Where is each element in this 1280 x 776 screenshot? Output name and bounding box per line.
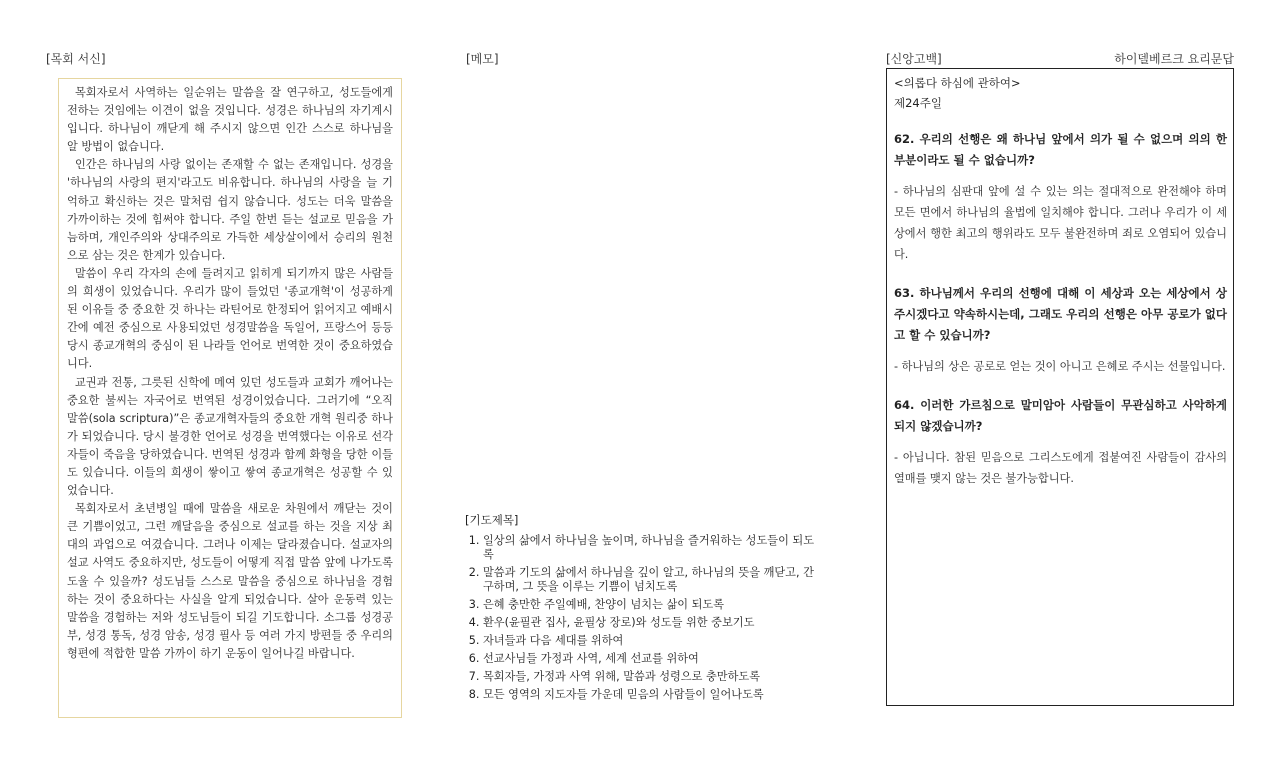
creed-heading: [신앙고백]	[886, 52, 942, 66]
pastor-letter-paragraph: 말씀이 우리 각자의 손에 들려지고 읽히게 되기까지 많은 사람들의 희생이 있었습니다. 우리가 많이 들었던 '종교개혁'이 성공하게 된 이유들 중 중요한 것 하나는 라틴어로 한정되어 읽어지고 예배시간에 예전 중심으로 사용되었던 성경말씀을 독일어, 프랑스어 등등 당시 종교개혁의 중심이 된 나라들 언어로 번역한 것이 중요하였습니다.	[67, 266, 393, 371]
pastor-letter-paragraph: 목회자로서 초년병일 때에 말씀을 새로운 차원에서 깨닫는 것이 큰 기쁨이었고, 그런 깨달음을 중심으로 설교를 하는 것을 지상 최대의 과업으로 여겼습니다. 그러나 이제는 달라졌습니다. 설교자의 설교 사역도 중요하지만, 성도들이 어떻게 직접 말씀 앞에 나가도록 도울 수 있을까? 성도님들 스스로 말씀을 중심으로 하나님을 경험하는 것이 중요하다는 사실을 알게 되었습니다. 살아 운동력 있는 말씀을 경험하는 저와 성도님들이 되길 기도합니다. 소그룹 성경공부, 성경 통독, 성경 암송, 성경 필사 등 여러 가지 방편들 중 우리의 형편에 적합한 말씀 가까이 하기 운동이 일어나길 바랍니다.	[67, 502, 393, 660]
prayer-item: 3. 은혜 충만한 주일예배, 찬양이 넘치는 삶이 되도록	[483, 598, 815, 612]
prayer-title: [기도제목]	[465, 513, 519, 527]
creed-week: 제24주일	[894, 96, 942, 110]
prayer-item: 2. 말씀과 기도의 삶에서 하나님을 깊이 알고, 하나님의 뜻을 깨닫고, 간구하며, 그 뜻을 이루는 기쁨이 넘치도록	[483, 566, 815, 594]
pastor-letter-paragraph: 인간은 하나님의 사랑 없이는 존재할 수 없는 존재입니다. 성경을 '하나님의 사랑의 편지'라고도 비유합니다. 하나님의 사랑을 늘 기억하고 확신하는 것은 말처럼 쉽지 않습니다. 성도는 더욱 말씀을 가까이하는 것에 힘써야 합니다. 주일 한번 듣는 설교로 믿음을 가늠하며, 개인주의와 상대주의로 가득한 세상살이에서 승리의 원천으로 삼는 것은 한계가 있습니다.	[67, 158, 393, 262]
catechism-answer: - 아닙니다. 참된 믿음으로 그리스도에게 접붙여진 사람들이 감사의 열매를 맺지 않는 것은 불가능합니다.	[894, 451, 1227, 485]
memo-heading: [메모]	[466, 52, 499, 66]
prayer-section	[465, 512, 815, 706]
catechism-question: 62. 우리의 선행은 왜 하나님 앞에서 의가 될 수 없으며 의의 한 부분이라도 될 수 없습니까?	[894, 132, 1227, 167]
pastor-letter-box	[58, 78, 402, 718]
prayer-item: 4. 환우(윤필관 집사, 윤필상 장로)와 성도들 위한 중보기도	[483, 616, 815, 630]
pastor-letter-heading: [목회 서신]	[46, 52, 106, 66]
prayer-item: 5. 자녀들과 다음 세대를 위하여	[483, 634, 815, 648]
prayer-item: 7. 목회자들, 가정과 사역 위해, 말씀과 성령으로 충만하도록	[483, 670, 815, 684]
catechism-answer: - 하나님의 상은 공로로 얻는 것이 아니고 은혜로 주시는 선물입니다.	[894, 360, 1226, 373]
creed-box	[886, 68, 1234, 706]
prayer-item: 8. 모든 영역의 지도자들 가운데 믿음의 사람들이 일어나도록	[483, 688, 815, 702]
creed-section-title: <의롭다 하심에 관하여>	[894, 76, 1021, 90]
prayer-list	[465, 534, 815, 702]
catechism-question: 63. 하나님께서 우리의 선행에 대해 이 세상과 오는 세상에서 상 주시겠다고 약속하시는데, 그래도 우리의 선행은 아무 공로가 없다고 할 수 있습니까?	[894, 286, 1227, 342]
catechism-answer: - 하나님의 심판대 앞에 설 수 있는 의는 절대적으로 완전해야 하며 모든 면에서 하나님의 율법에 일치해야 합니다. 그러나 우리가 이 세상에서 행한 최고의 행위라도 모두 불완전하며 죄로 오염되어 있습니다.	[894, 185, 1227, 261]
prayer-item: 1. 일상의 삶에서 하나님을 높이며, 하나님을 즐거워하는 성도들이 되도록	[483, 534, 815, 562]
catechism-heading: 하이델베르크 요리문답	[1114, 52, 1234, 66]
catechism-question: 64. 이러한 가르침으로 말미암아 사람들이 무관심하고 사악하게 되지 않겠습니까?	[894, 398, 1227, 433]
prayer-item: 6. 선교사님들 가정과 사역, 세계 선교를 위하여	[483, 652, 815, 666]
pastor-letter-paragraph: 교권과 전통, 그릇된 신학에 메여 있던 성도들과 교회가 깨어나는 중요한 불씨는 자국어로 번역된 성경이었습니다. 그러기에 “오직 말씀(sola scriptura)”은 종교개혁자들의 중요한 개혁 원리중 하나가 되었습니다. 당시 불경한 언어로 성경을 번역했다는 이유로 선각자들이 죽음을 당하였습니다. 번역된 성경과 함께 화형을 당한 이들도 있습니다. 이들의 희생이 쌓이고 쌓여 종교개혁은 성공할 수 있었습니다.	[67, 375, 393, 498]
pastor-letter-paragraph: 목회자로서 사역하는 일순위는 말씀을 잘 연구하고, 성도들에게 전하는 것임에는 이견이 없을 것입니다. 성경은 하나님의 자기계시입니다. 하나님이 깨닫게 해 주시지 않으면 인간 스스로 하나님을 알 방법이 없습니다.	[67, 86, 393, 154]
